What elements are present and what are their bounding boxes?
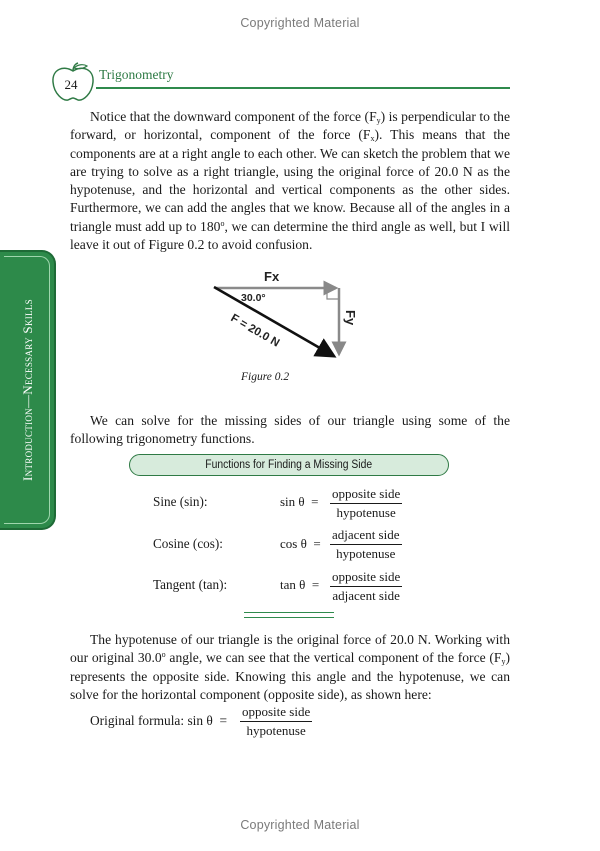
original-formula-lhs: sin θ [187,713,213,728]
cosine-lhs [280,536,321,552]
cosine-fraction [330,527,402,562]
functions-title: Functions for Finding a Missing Side [205,459,373,471]
original-formula-label: Original formula: [90,713,185,728]
chapter-title: Trigonometry [99,67,174,82]
cosine-denominator: hypotenuse [336,546,396,561]
tangent-lhs-text: tan θ [280,577,306,592]
p1-text-d: , we can determine the third angle as well, but I will leave it out of Figure 0.2 to avoid confusion. [70,218,511,253]
force-triangle-figure [200,268,370,368]
sine-lhs [280,494,319,510]
side-tab-label: Introduction—Necessary Skills [20,299,35,481]
p1-sub-x: x [370,134,375,144]
copyright-top: Copyrighted Material [240,16,360,30]
paragraph-1 [70,108,510,254]
p1-sub-y: y [376,116,381,125]
figure-caption: Figure 0.2 [241,371,290,383]
hypotenuse-label: F = 20.0 N [228,312,282,350]
p3-sup-degree: o [161,650,166,660]
original-formula-denominator: hypotenuse [246,723,306,738]
fx-label: Fx [264,269,280,284]
sine-lhs-text: sin θ [280,494,305,509]
page-number: 24 [64,77,78,92]
cosine-numerator: adjacent side [330,527,402,545]
copyright-bottom: Copyrighted Material [240,818,360,832]
tangent-lhs [280,577,319,593]
p2-text: We can solve for the missing sides of our triangle using some of the following trigonometry functions. [70,413,510,447]
p3-sub-y: y [501,657,506,667]
fy-label: Fy [343,310,358,326]
tangent-equals: = [311,577,320,592]
p3-text-a: The hypotenuse of our triangle is the original force of 20.0 N. Working with our original 30.0 [70,632,510,666]
original-formula-fraction [240,704,312,739]
angle-label: 30.0° [241,292,266,304]
p1-sup-degree: o [220,218,225,228]
sine-denominator: hypotenuse [336,505,396,520]
original-formula-equals: = [219,713,228,728]
tangent-name: Tangent (tan): [153,577,228,592]
paragraph-3 [70,631,510,704]
functions-end-rule [244,612,334,618]
sine-name: Sine (sin): [153,494,208,509]
cosine-equals: = [313,536,321,551]
p3-text-c: ) represents the opposite side. Knowing this angle and the hypotenuse, we can solve for the horizontal component (opposite side), as shown here: [70,650,510,702]
tangent-numerator: opposite side [330,569,402,587]
right-angle-mark [327,288,339,299]
p1-text-a: Notice that the downward component of the force (F [90,109,377,124]
paragraph-2 [70,412,510,449]
sine-equals: = [311,494,319,509]
sine-numerator: opposite side [330,486,402,504]
tangent-fraction [330,569,402,604]
tangent-denominator: adjacent side [332,588,400,603]
functions-title-box [129,454,449,476]
p3-text-b: angle, we can see that the vertical component of the force (F [165,650,502,666]
original-formula-numerator: opposite side [240,704,312,722]
sine-fraction [330,486,402,521]
original-formula [90,713,227,729]
p1-text-c: ). This means that the components are at a right angle to each other. We can sketch the problem that we are trying to solve as a right triangle, using the original force of 20.0 N as the hypotenuse, and the horizontal and vertical components as the other sides. Furthermore, we can add the angles that we know. Because all of the angles in a triangle must add up to 180 [70,127,510,234]
p1-text-b: ) is perpendicular to the forward, or horizontal, component of the force (F [70,109,510,143]
header-rule [96,87,510,89]
cosine-name: Cosine (cos): [153,536,223,551]
cosine-lhs-text: cos θ [280,536,307,551]
